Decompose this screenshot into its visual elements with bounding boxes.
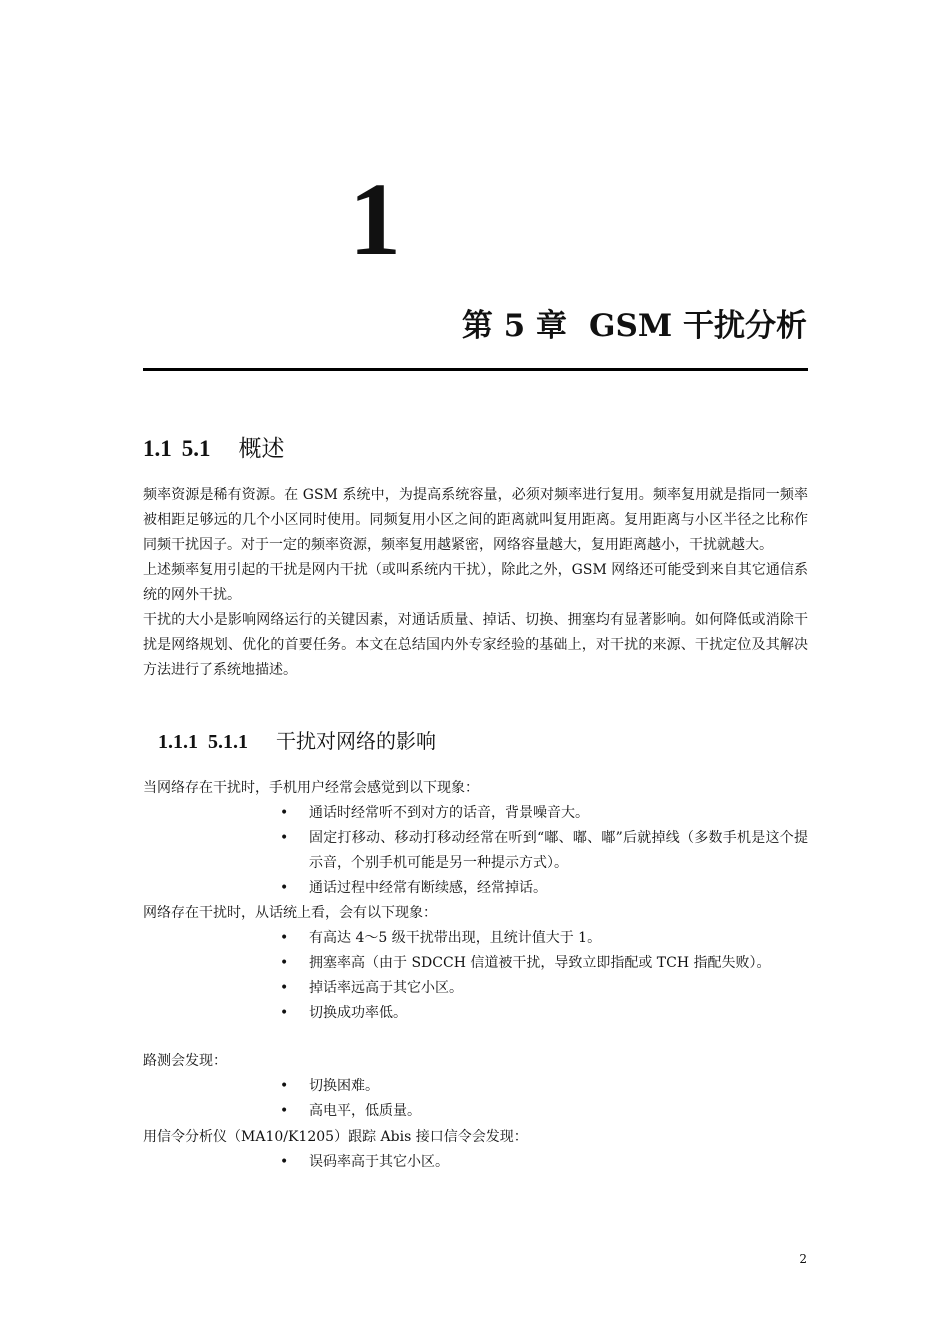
subsection-number: 1.1.1 [158,731,198,753]
list-item: • 切换成功率低。 [280,1001,808,1026]
bullet-list [280,1074,808,1124]
chapter-title [462,306,807,346]
list-item: • 掉话率远高于其它小区。 [280,976,808,1001]
paragraph: 上述频率复用引起的干扰是网内干扰（或叫系统内干扰），除此之外，GSM 网络还可能受到来自其它通信系统的网外干扰。 [143,562,808,603]
bullet-list [280,926,808,1026]
symptom-lead: 用信令分析仪（MA10/K1205）跟踪 Abis 接口信令会发现： [143,1129,528,1145]
section-title: 概述 [238,436,285,462]
subsection-sub-number: 5.1.1 [208,731,248,753]
bullet-list [280,801,808,901]
page-number: 2 [799,1252,807,1266]
section-number: 1.1 [143,436,172,461]
chapter-label: 第 5 章 [461,308,568,344]
list-item: • 高电平，低质量。 [280,1099,808,1124]
symptom-lead: 网络存在干扰时，从话统上看，会有以下现象： [143,905,437,921]
subsection-heading [158,726,436,757]
symptom-lead: 当网络存在干扰时，手机用户经常会感觉到以下现象： [143,780,479,796]
list-item: • 拥塞率高（由于 SDCCH 信道被干扰，导致立即指配或 TCH 指配失败）。 [280,951,808,976]
paragraph: 干扰的大小是影响网络运行的关键因素，对通话质量、掉话、切换、拥塞均有显著影响。如何降低或消除干扰是网络规划、优化的首要任务。本文在总结国内外专家经验的基础上，对干扰的来源、干扰定位及其解决方法进行了系统地描述。 [143,612,808,678]
list-item: • 通话过程中经常有断续感，经常掉话。 [280,876,808,901]
paragraph: 频率资源是稀有资源。在 GSM 系统中，为提高系统容量，必须对频率进行复用。频率复用就是指同一频率被相距足够远的几个小区同时使用。同频复用小区之间的距离就叫复用距离。复用距离与小区半径之比称作同频干扰因子。对于一定的频率资源，频率复用越紧密，网络容量越大，复用距离越小，干扰就越大。 [143,487,808,553]
subsection-title: 干扰对网络的影响 [276,729,436,753]
symptom-lead: 路测会发现： [143,1053,227,1069]
list-item: • 固定打移动、移动打移动经常在听到“嘟、嘟、嘟”后就掉线（多数手机是这个提示音，个别手机可能是另一种提示方式）。 [280,826,808,876]
list-item: • 切换困难。 [280,1074,808,1099]
list-item: • 有高达 4～5 级干扰带出现，且统计值大于 1。 [280,926,808,951]
section-heading [143,432,285,466]
chapter-divider [143,368,808,371]
bullet-list [280,1150,808,1175]
section-body [143,483,808,683]
list-item: • 误码率高于其它小区。 [280,1150,808,1175]
chapter-title-text: GSM 干扰分析 [589,308,807,344]
chapter-number: 1 [349,162,401,277]
section-sub-number: 5.1 [181,436,211,461]
list-item: • 通话时经常听不到对方的话音，背景噪音大。 [280,801,808,826]
